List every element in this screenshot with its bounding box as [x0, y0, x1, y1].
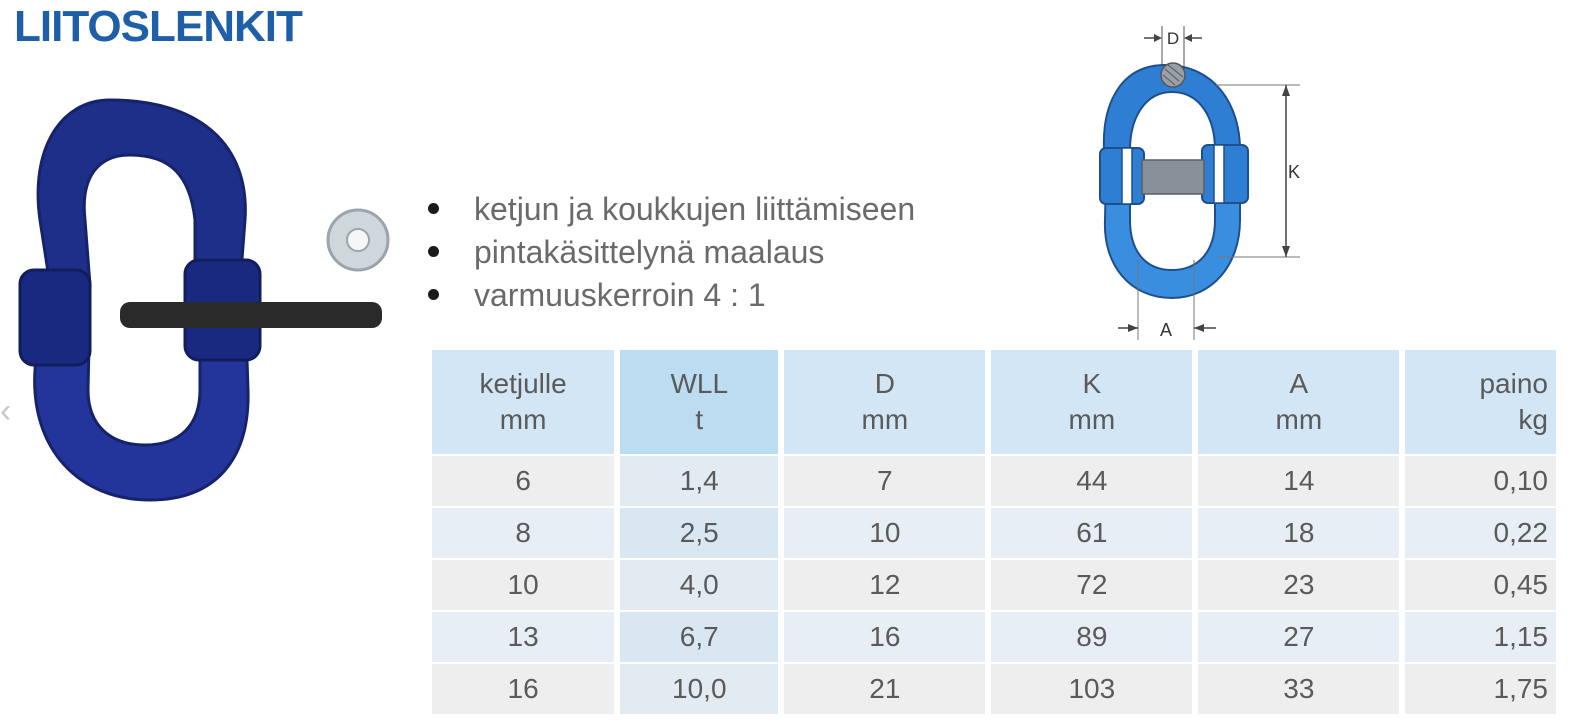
table-header-row — [432, 350, 1556, 454]
table-cell: 0,45 — [1405, 560, 1556, 610]
table-cell: 1,15 — [1405, 612, 1556, 662]
table-cell: 18 — [1198, 508, 1399, 558]
table-cell: 2,5 — [620, 508, 778, 558]
table-cell: 16 — [784, 612, 985, 662]
table-cell: 6,7 — [620, 612, 778, 662]
table-cell: 16 — [432, 664, 614, 714]
table-cell: 21 — [784, 664, 985, 714]
table-row — [432, 560, 1556, 610]
table-cell: 89 — [991, 612, 1192, 662]
table-row — [432, 508, 1556, 558]
table-cell: 13 — [432, 612, 614, 662]
dimension-label-d: D — [1166, 29, 1180, 48]
feature-item: varmuuskerroin 4 : 1 — [428, 274, 915, 317]
table-row — [432, 612, 1556, 662]
table-cell: 10 — [432, 560, 614, 610]
feature-list — [428, 188, 915, 317]
column-header-a: A mm — [1198, 350, 1399, 454]
link-pin — [120, 302, 382, 328]
table-cell: 33 — [1198, 664, 1399, 714]
table-cell: 0,10 — [1405, 456, 1556, 506]
table-row — [432, 664, 1556, 714]
table-cell: 7 — [784, 456, 985, 506]
table-cell: 1,4 — [620, 456, 778, 506]
table-cell: 6 — [432, 456, 614, 506]
column-header-ketjulle: ketjulle mm — [432, 350, 614, 454]
table-cell: 27 — [1198, 612, 1399, 662]
table-cell: 10,0 — [620, 664, 778, 714]
chevron-left-icon[interactable]: ‹ — [0, 392, 12, 430]
dimension-label-a: A — [1159, 320, 1173, 340]
link-left-knuckle — [20, 270, 90, 365]
table-cell: 4,0 — [620, 560, 778, 610]
connecting-link-photo — [0, 70, 400, 530]
table-cell: 103 — [991, 664, 1192, 714]
table-cell: 61 — [991, 508, 1192, 558]
table-cell: 14 — [1198, 456, 1399, 506]
feature-item: ketjun ja koukkujen liittämiseen — [428, 188, 915, 231]
column-header-k: K mm — [991, 350, 1192, 454]
table-cell: 0,22 — [1405, 508, 1556, 558]
spec-table — [426, 348, 1562, 716]
table-cell: 12 — [784, 560, 985, 610]
connecting-link-dimension-diagram — [1090, 20, 1330, 345]
table-cell: 8 — [432, 508, 614, 558]
table-row — [432, 456, 1556, 506]
table-cell: 10 — [784, 508, 985, 558]
page-title: LIITOSLENKIT — [14, 2, 302, 51]
column-header-paino: paino kg — [1405, 350, 1556, 454]
table-cell: 44 — [991, 456, 1192, 506]
dimension-label-k: K — [1288, 162, 1301, 182]
link-upper-half — [38, 100, 245, 285]
column-header-wll: WLL t — [620, 350, 778, 454]
table-cell: 72 — [991, 560, 1192, 610]
diagram-center-bar — [1142, 160, 1204, 194]
table-cell: 23 — [1198, 560, 1399, 610]
column-header-d: D mm — [784, 350, 985, 454]
feature-item: pintakäsittelynä maalaus — [428, 231, 915, 274]
table-cell: 1,75 — [1405, 664, 1556, 714]
